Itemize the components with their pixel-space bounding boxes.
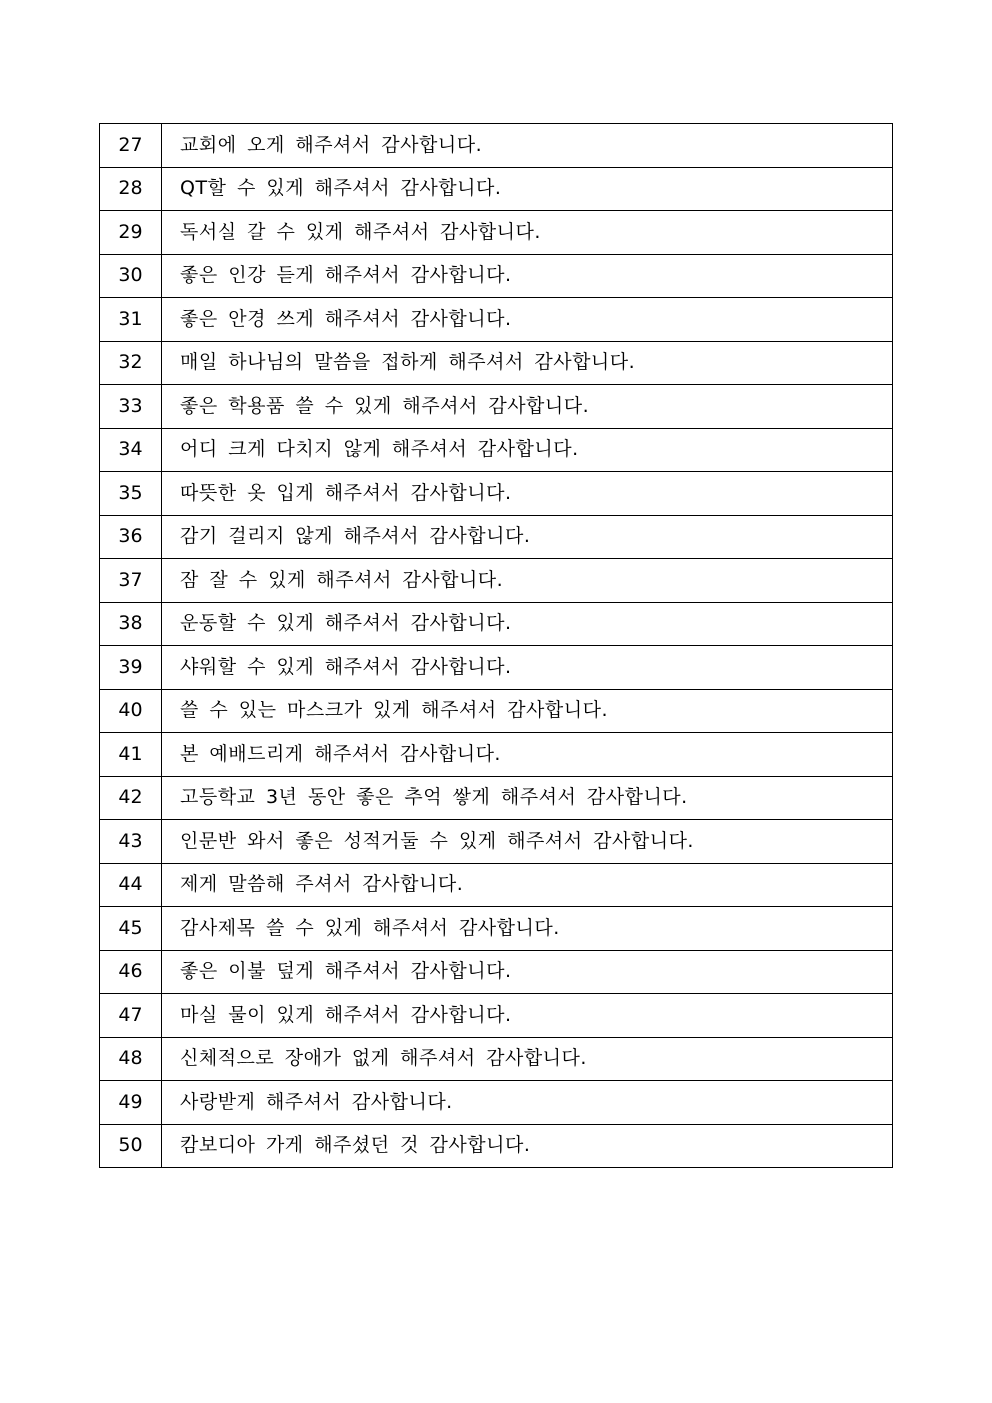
table-row xyxy=(100,167,893,211)
row-text: 고등학교 3년 동안 좋은 추억 쌓게 해주셔서 감사합니다. xyxy=(162,776,893,820)
row-text: 잠 잘 수 있게 해주셔서 감사합니다. xyxy=(162,559,893,603)
row-number: 39 xyxy=(100,646,162,690)
row-number: 40 xyxy=(100,689,162,733)
table-row xyxy=(100,124,893,168)
row-text: 쓸 수 있는 마스크가 있게 해주셔서 감사합니다. xyxy=(162,689,893,733)
row-number: 41 xyxy=(100,733,162,777)
row-text: 캄보디아 가게 해주셨던 것 감사합니다. xyxy=(162,1124,893,1168)
row-text: 매일 하나님의 말씀을 접하게 해주셔서 감사합니다. xyxy=(162,341,893,385)
row-number: 46 xyxy=(100,950,162,994)
table-row xyxy=(100,559,893,603)
table-row xyxy=(100,950,893,994)
row-number: 47 xyxy=(100,994,162,1038)
table-row xyxy=(100,994,893,1038)
row-number: 35 xyxy=(100,472,162,516)
table-row xyxy=(100,472,893,516)
row-text: 독서실 갈 수 있게 해주셔서 감사합니다. xyxy=(162,211,893,255)
table-row xyxy=(100,907,893,951)
table-row xyxy=(100,341,893,385)
row-text: 본 예배드리게 해주셔서 감사합니다. xyxy=(162,733,893,777)
row-number: 44 xyxy=(100,863,162,907)
row-text: 샤워할 수 있게 해주셔서 감사합니다. xyxy=(162,646,893,690)
table-row xyxy=(100,385,893,429)
table-row xyxy=(100,776,893,820)
row-number: 34 xyxy=(100,428,162,472)
table-row xyxy=(100,646,893,690)
row-number: 27 xyxy=(100,124,162,168)
table-row xyxy=(100,1081,893,1125)
row-text: 교회에 오게 해주셔서 감사합니다. xyxy=(162,124,893,168)
row-text: 제게 말씀해 주셔서 감사합니다. xyxy=(162,863,893,907)
row-number: 32 xyxy=(100,341,162,385)
table-row xyxy=(100,211,893,255)
table-row xyxy=(100,1124,893,1168)
row-number: 42 xyxy=(100,776,162,820)
row-number: 28 xyxy=(100,167,162,211)
row-text: 좋은 이불 덮게 해주셔서 감사합니다. xyxy=(162,950,893,994)
row-text: QT할 수 있게 해주셔서 감사합니다. xyxy=(162,167,893,211)
row-number: 31 xyxy=(100,298,162,342)
row-number: 38 xyxy=(100,602,162,646)
row-number: 48 xyxy=(100,1037,162,1081)
row-text: 인문반 와서 좋은 성적거둘 수 있게 해주셔서 감사합니다. xyxy=(162,820,893,864)
row-text: 따뜻한 옷 입게 해주셔서 감사합니다. xyxy=(162,472,893,516)
row-number: 50 xyxy=(100,1124,162,1168)
table-body xyxy=(100,124,893,1168)
row-number: 33 xyxy=(100,385,162,429)
table-row xyxy=(100,863,893,907)
row-number: 43 xyxy=(100,820,162,864)
row-number: 36 xyxy=(100,515,162,559)
row-text: 좋은 학용품 쓸 수 있게 해주셔서 감사합니다. xyxy=(162,385,893,429)
row-text: 좋은 인강 듣게 해주셔서 감사합니다. xyxy=(162,254,893,298)
table-row xyxy=(100,820,893,864)
row-text: 사랑받게 해주셔서 감사합니다. xyxy=(162,1081,893,1125)
table-row xyxy=(100,428,893,472)
table-row xyxy=(100,733,893,777)
row-text: 감사제목 쓸 수 있게 해주셔서 감사합니다. xyxy=(162,907,893,951)
row-number: 30 xyxy=(100,254,162,298)
row-text: 감기 걸리지 않게 해주셔서 감사합니다. xyxy=(162,515,893,559)
gratitude-list-table xyxy=(99,123,893,1168)
table-row xyxy=(100,515,893,559)
row-text: 신체적으로 장애가 없게 해주셔서 감사합니다. xyxy=(162,1037,893,1081)
row-number: 45 xyxy=(100,907,162,951)
row-text: 어디 크게 다치지 않게 해주셔서 감사합니다. xyxy=(162,428,893,472)
row-text: 좋은 안경 쓰게 해주셔서 감사합니다. xyxy=(162,298,893,342)
row-number: 49 xyxy=(100,1081,162,1125)
table-row xyxy=(100,254,893,298)
row-number: 29 xyxy=(100,211,162,255)
table-row xyxy=(100,1037,893,1081)
table-row xyxy=(100,689,893,733)
row-text: 운동할 수 있게 해주셔서 감사합니다. xyxy=(162,602,893,646)
table-row xyxy=(100,602,893,646)
table-row xyxy=(100,298,893,342)
row-text: 마실 물이 있게 해주셔서 감사합니다. xyxy=(162,994,893,1038)
row-number: 37 xyxy=(100,559,162,603)
